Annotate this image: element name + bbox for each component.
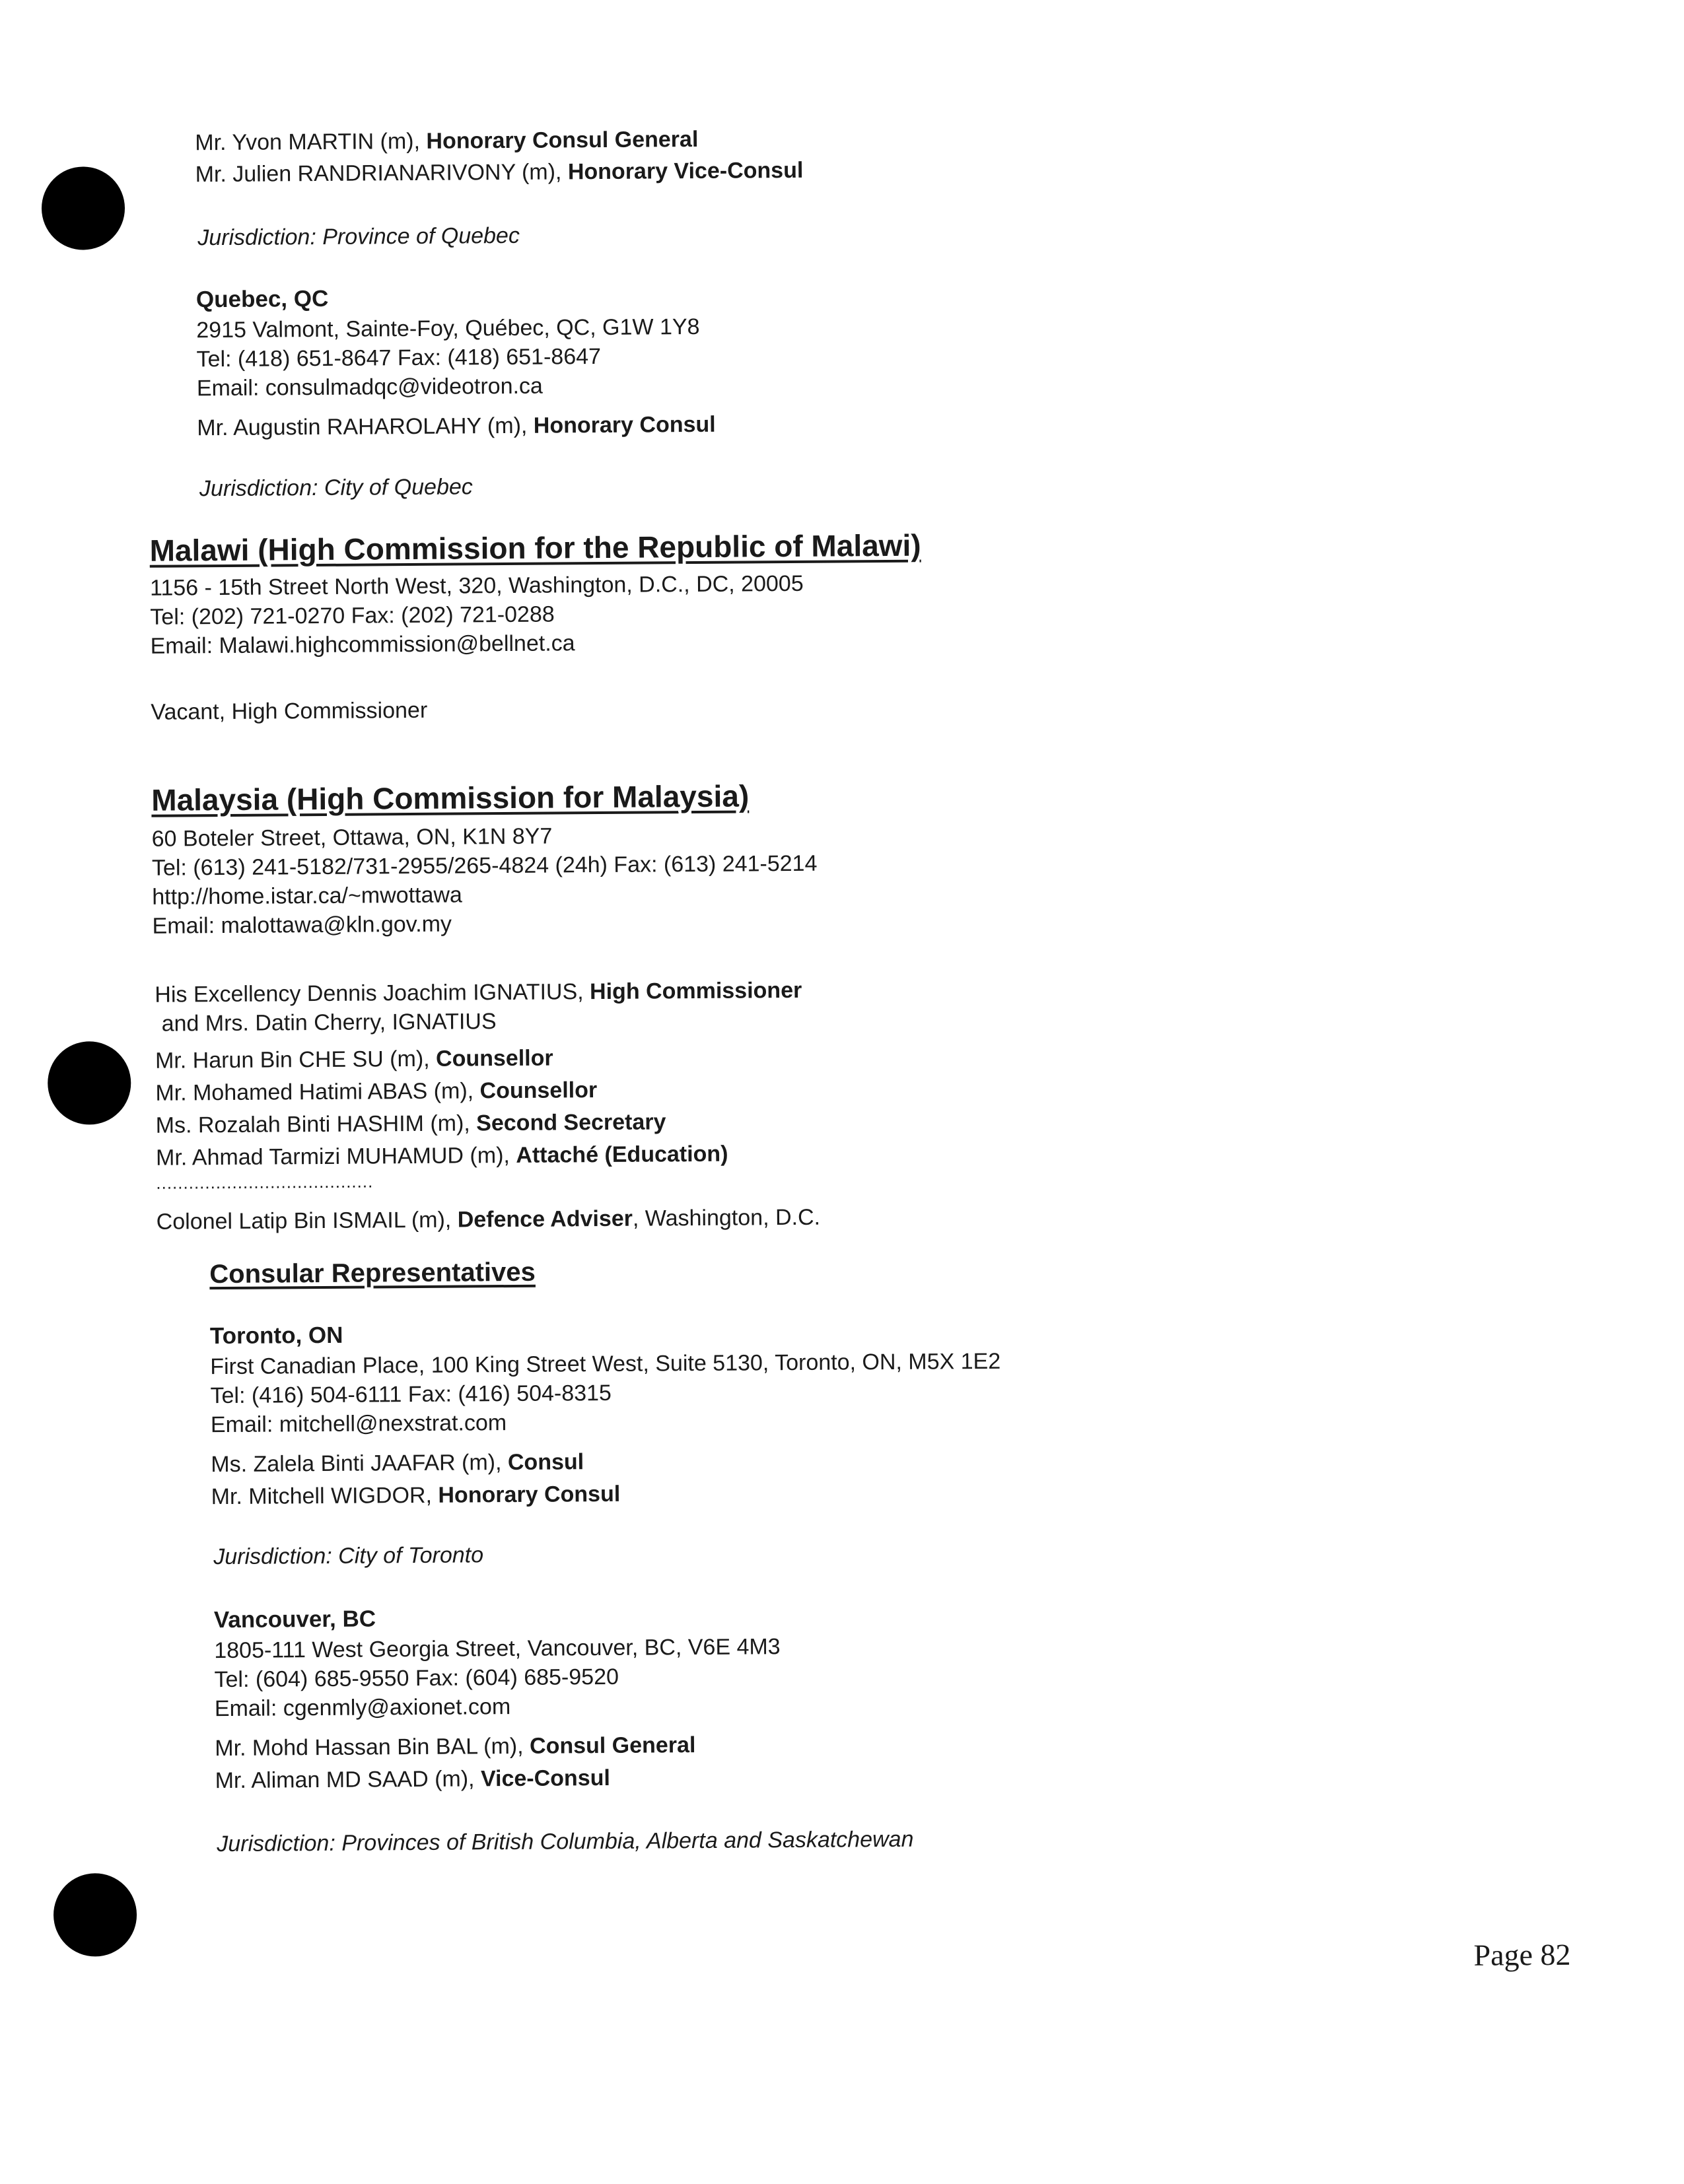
country-heading-malawi: Malawi (High Commission for the Republic of Malawi) <box>149 528 921 568</box>
email: Email: consulmadqc@videotron.ca <box>196 373 544 401</box>
vacant-position: Vacant, High Commissioner <box>151 697 428 725</box>
official-line <box>157 1203 821 1237</box>
official-name: Ms. Zalela Binti JAAFAR (m), <box>211 1450 509 1478</box>
email: Email: Malawi.highcommission@bellnet.ca <box>150 631 575 659</box>
official-line <box>215 1763 610 1795</box>
punch-hole-top <box>42 166 125 250</box>
official-name: Mr. Ahmad Tarmizi MUHAMUD (m), <box>155 1142 516 1171</box>
official-title: Consul <box>507 1449 584 1476</box>
city-heading-toronto: Toronto, ON <box>209 1322 343 1349</box>
official-title: Counsellor <box>435 1045 553 1072</box>
email: Email: cgenmly@axionet.com <box>214 1694 511 1722</box>
official-title: Honorary Vice-Consul <box>567 157 804 185</box>
official-line <box>195 125 698 157</box>
phone-fax: Tel: (613) 241-5182/731-2955/265-4824 (24h) Fax: (613) 241-5214 <box>151 850 818 881</box>
consular-representatives-heading: Consular Representatives <box>209 1257 536 1289</box>
official-line <box>156 1107 666 1140</box>
punch-hole-middle <box>48 1041 131 1125</box>
official-title: Honorary Consul <box>438 1481 621 1508</box>
official-title: Defence Adviser <box>457 1206 633 1233</box>
phone-fax: Tel: (416) 504-6111 Fax: (416) 504-8315 <box>210 1380 612 1409</box>
phone-fax: Tel: (202) 721-0270 Fax: (202) 721-0288 <box>150 601 555 630</box>
jurisdiction-note: Jurisdiction: Provinces of British Columbia, Alberta and Saskatchewan <box>217 1826 914 1857</box>
address: 1156 - 15th Street North West, 320, Washington, D.C., DC, 20005 <box>149 570 804 601</box>
official-title: High Commissioner <box>589 977 802 1005</box>
official-title: Second Secretary <box>476 1109 666 1136</box>
official-line <box>155 1044 553 1075</box>
city-heading-vancouver: Vancouver, BC <box>213 1606 376 1633</box>
address: 60 Boteler Street, Ottawa, ON, K1N 8Y7 <box>151 823 553 852</box>
email: Email: mitchell@nexstrat.com <box>210 1410 507 1438</box>
official-title: Attaché (Education) <box>516 1141 728 1168</box>
official-name: Colonel Latip Bin ISMAIL (m), <box>156 1207 458 1235</box>
official-name: Mr. Mitchell WIGDOR, <box>211 1482 439 1510</box>
separator-dots: ........................................ <box>156 1171 374 1193</box>
official-title: Consul General <box>529 1732 696 1759</box>
website: http://home.istar.ca/~mwottawa <box>152 882 463 910</box>
spouse-line: and Mrs. Datin Cherry, IGNATIUS <box>161 1009 497 1037</box>
official-name: Mr. Aliman MD SAAD (m), <box>215 1766 481 1794</box>
official-name: Mr. Yvon MARTIN (m), <box>195 128 427 156</box>
official-line <box>155 1075 597 1108</box>
address: 2915 Valmont, Sainte-Foy, Québec, QC, G1W 1Y8 <box>196 314 700 343</box>
official-name: Ms. Rozalah Binti HASHIM (m), <box>155 1110 477 1138</box>
country-heading-malaysia: Malaysia (High Commission for Malaysia) <box>151 778 750 817</box>
page-number: Page 82 <box>1473 1937 1571 1972</box>
official-line <box>215 1730 695 1763</box>
phone-fax: Tel: (604) 685-9550 Fax: (604) 685-9520 <box>214 1664 619 1693</box>
address: 1805-111 West Georgia Street, Vancouver, BC, V6E 4M3 <box>214 1634 781 1664</box>
jurisdiction-note: Jurisdiction: City of Toronto <box>213 1542 484 1570</box>
official-name: Mr. Mohamed Hatimi ABAS (m), <box>155 1078 480 1106</box>
official-title: Vice-Consul <box>480 1765 611 1792</box>
official-name: Mr. Julien RANDRIANARIVONY (m), <box>195 159 569 188</box>
official-name: Mr. Harun Bin CHE SU (m), <box>155 1046 437 1074</box>
official-location: , Washington, D.C. <box>632 1204 821 1231</box>
jurisdiction-note: Jurisdiction: Province of Quebec <box>197 222 520 251</box>
official-line <box>211 1447 584 1479</box>
official-line <box>211 1480 620 1511</box>
official-name: Mr. Augustin RAHAROLAHY (m), <box>197 413 534 441</box>
city-heading-quebec: Quebec, QC <box>195 285 329 313</box>
official-name: His Excellency Dennis Joachim IGNATIUS, <box>155 979 590 1007</box>
jurisdiction-note: Jurisdiction: City of Quebec <box>199 474 473 502</box>
official-title: Honorary Consul <box>533 411 716 438</box>
official-line <box>195 156 803 189</box>
official-name: Mr. Mohd Hassan Bin BAL (m), <box>215 1733 530 1761</box>
phone-fax: Tel: (418) 651-8647 Fax: (418) 651-8647 <box>196 343 602 372</box>
official-line <box>155 976 802 1009</box>
official-title: Counsellor <box>479 1077 598 1104</box>
official-title: Honorary Consul General <box>426 126 699 154</box>
email: Email: malottawa@kln.gov.my <box>152 911 452 939</box>
punch-hole-bottom <box>53 1873 137 1957</box>
official-line <box>156 1140 728 1173</box>
address: First Canadian Place, 100 King Street West, Suite 5130, Toronto, ON, M5X 1E2 <box>210 1348 1001 1380</box>
official-line <box>197 410 716 442</box>
